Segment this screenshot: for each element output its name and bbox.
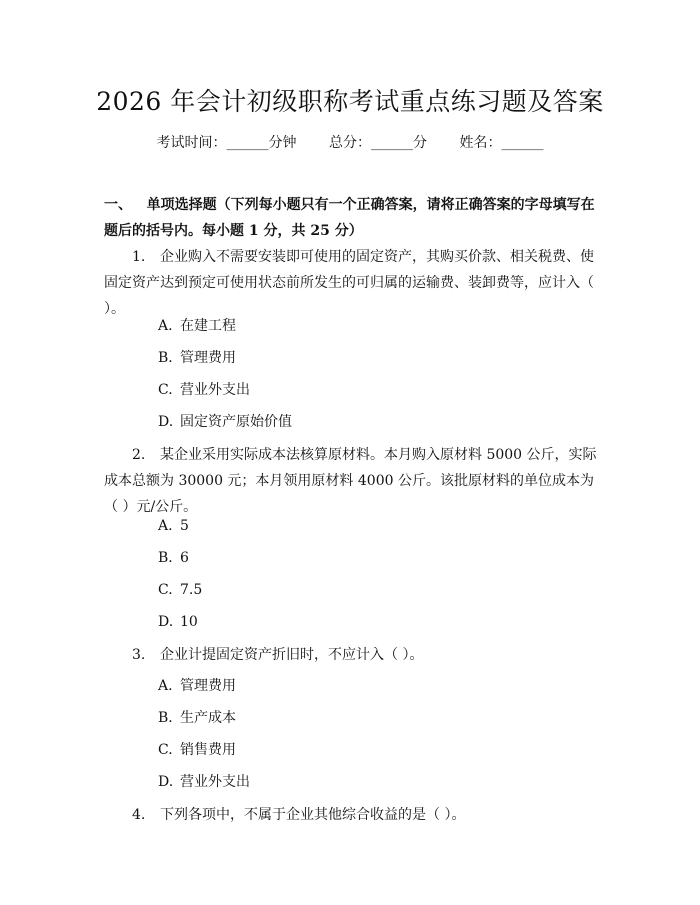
option-2b — [158, 548, 189, 568]
option-letter: B. — [158, 350, 173, 366]
option-text: 生产成本 — [180, 710, 236, 726]
option-2c — [158, 580, 202, 600]
exam-meta-line — [0, 132, 700, 152]
section-heading — [104, 192, 604, 244]
option-1a — [158, 316, 236, 336]
option-text: 10 — [180, 614, 198, 630]
student-name-field: 姓名：______ — [459, 135, 544, 151]
option-text: 7.5 — [180, 582, 203, 598]
question-4 — [104, 802, 604, 828]
option-letter: C. — [158, 582, 173, 598]
question-1 — [104, 244, 604, 322]
question-text: 下列各项中，不属于企业其他综合收益的是（ ）。 — [160, 807, 466, 823]
option-3d — [158, 772, 250, 792]
exam-time-field: 考试时间：______分钟 — [156, 135, 297, 151]
option-text: 5 — [180, 518, 189, 534]
option-text: 销售费用 — [180, 742, 236, 758]
total-score-field: 总分：______分 — [329, 135, 427, 151]
section-label: 一、 — [104, 197, 132, 213]
option-letter: D. — [158, 774, 174, 790]
question-number: 4. — [132, 807, 146, 823]
option-letter: A. — [158, 678, 173, 694]
question-number: 3. — [132, 647, 146, 663]
question-text: 企业购入不需要安装即可使用的固定资产，其购买价款、相关税费、使固定资产达到预定可使用状态前所发生的可归属的运输费、装卸费等，应计入（ ）。 — [104, 249, 594, 317]
option-text: 营业外支出 — [180, 774, 250, 790]
option-letter: C. — [158, 742, 173, 758]
option-3c — [158, 740, 236, 760]
question-2 — [104, 442, 604, 520]
option-text: 在建工程 — [180, 318, 236, 334]
question-text: 企业计提固定资产折旧时，不应计入（ ）。 — [160, 647, 424, 663]
option-letter: B. — [158, 550, 173, 566]
option-1b — [158, 348, 236, 368]
option-letter: B. — [158, 710, 173, 726]
document-title: 2026 年会计初级职称考试重点练习题及答案 — [96, 87, 604, 116]
option-2a — [158, 516, 189, 536]
option-letter: D. — [158, 614, 174, 630]
option-text: 营业外支出 — [180, 382, 250, 398]
question-number: 2. — [132, 447, 146, 463]
option-text: 6 — [180, 550, 189, 566]
question-text: 某企业采用实际成本法核算原材料。本月购入原材料 5000 公斤，实际成本总额为 30000 元；本月领用原材料 4000 公斤。该批原材料的单位成本为（ ）元/公斤。 — [104, 447, 597, 515]
option-letter: A. — [158, 518, 173, 534]
question-number: 1. — [132, 249, 146, 265]
option-3a — [158, 676, 236, 696]
option-letter: D. — [158, 414, 174, 430]
option-text: 固定资产原始价值 — [180, 414, 292, 430]
option-letter: A. — [158, 318, 173, 334]
option-letter: C. — [158, 382, 173, 398]
option-2d — [158, 612, 198, 632]
section-instructions: 单项选择题（下列每小题只有一个正确答案，请将正确答案的字母填写在题后的括号内。每小题 1 分，共 25 分） — [104, 197, 595, 239]
question-3 — [104, 642, 604, 668]
option-text: 管理费用 — [180, 678, 236, 694]
option-1c — [158, 380, 250, 400]
option-1d — [158, 412, 292, 432]
option-3b — [158, 708, 236, 728]
option-text: 管理费用 — [180, 350, 236, 366]
